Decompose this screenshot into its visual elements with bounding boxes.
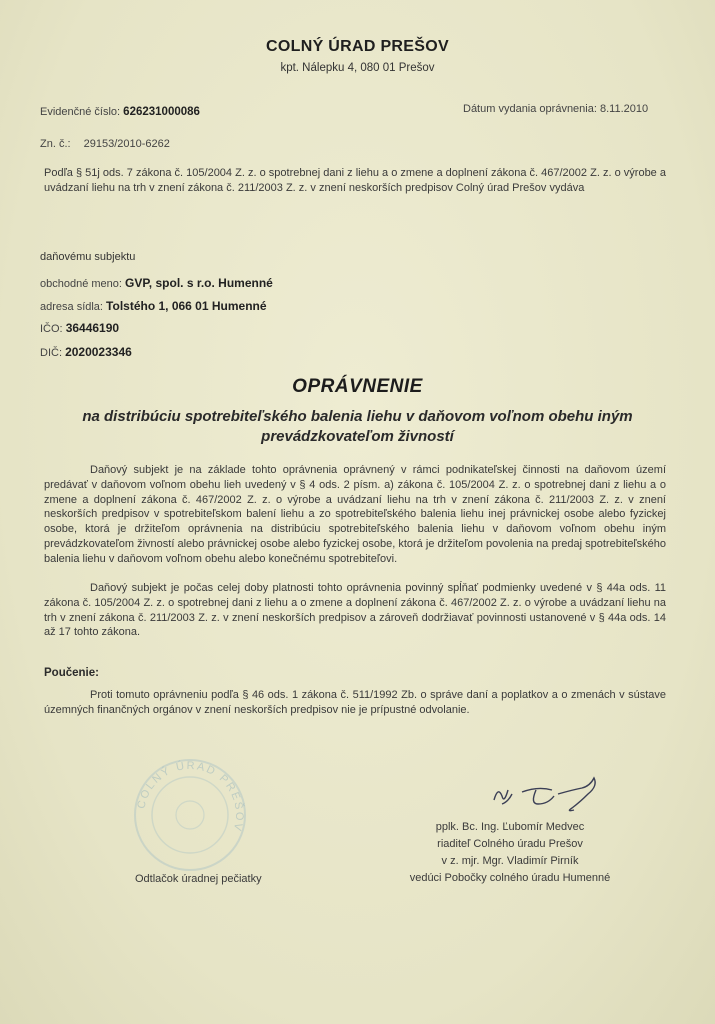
subject-heading: daňovému subjektu — [40, 251, 136, 263]
intro-paragraph: Podľa § 51j ods. 7 zákona č. 105/2004 Z. z. o spotrebnej dani z liehu a o zmene a doplnení zákona č. 467/2002 Z. z. o výrobe a uvádzaní liehu na trh v znení zákona č. 211/2003 Z. z. v znení neskorších predpisov Colný úrad Prešov vydáva — [44, 167, 666, 194]
notice-paragraph: Proti tomuto oprávneniu podľa § 46 ods. 1 zákona č. 511/1992 Zb. o správe daní a poplatkov a o zmenách v sústave územných finančných orgánov v znení neskorších predpisov nie je prípustné odvolanie. — [44, 689, 666, 716]
subject-ico — [40, 321, 119, 335]
issue-date-label: Dátum vydania oprávnenia: — [463, 103, 597, 115]
document-title: OPRÁVNENIE — [292, 376, 423, 397]
subject-dic-value: 2020023346 — [65, 345, 132, 359]
evidence-number — [40, 106, 200, 118]
handwritten-signature — [488, 770, 618, 820]
evidence-label: Evidenčné číslo: — [40, 106, 121, 118]
evidence-value: 626231000086 — [123, 106, 200, 118]
file-number-value: 29153/2010-6262 — [83, 138, 170, 150]
subject-address-value: Tolstého 1, 066 01 Humenné — [106, 299, 267, 313]
body-paragraph-2: Daňový subjekt je počas celej doby platnosti tohto oprávnenia povinný spĺňať podmienky uvedené v § 44a ods. 11 zákona č. 105/2004 Z. z. o spotrebnej dani z liehu a o zmene a doplnení zákona č. 467/2002 Z. z. o výrobe a uvádzaní liehu na trh v znení zákona č. 211/2003 Z. z. v znení neskorších predpisov a zároveň dodržiavať povinnosti ustanovené v § 44a ods. 14 až 17 tohto zákona. — [44, 582, 666, 639]
subject-ico-label: IČO: — [40, 323, 63, 335]
subject-name — [40, 276, 273, 290]
document-subtitle-line2: prevádzkovateľom živností — [261, 428, 454, 445]
deputy-role: vedúci Pobočky colného úradu Humenné — [409, 872, 611, 884]
subject-name-value: GVP, spol. s r.o. Humenné — [125, 276, 273, 290]
subject-address-label: adresa sídla: — [40, 301, 103, 313]
notice-heading: Poučenie: — [44, 667, 99, 679]
stamp-label: Odtlačok úradnej pečiatky — [135, 873, 262, 885]
issue-date-value: 8.11.2010 — [599, 103, 649, 115]
body-paragraph-1: Daňový subjekt je na základe tohto oprávnenia oprávnený v rámci podnikateľskej činnosti na daňovom území predávať v daňovom voľnom obehu lieh uvedený v § 4 ods. 2 písm. a) zákona č. 105/2004 Z. z. o spotrebnej dani z liehu a o zmene a doplnení zákona č. 467/2002 Z. z. o výrobe a uvádzaní liehu na trh v znení zákona č. 211/2003 Z. z. v znení neskorších predpisov v spotrebiteľskom balení liehu a zo spotrebiteľského balenia liehu inej právnickej osobe alebo fyzickej osobe, ktorá je držiteľom oprávnenia na distribúciu spotrebiteľského balenia liehu v daňovom voľnom obehu iným prevádzkovateľom živností alebo právnickej osobe alebo fyzickej osobe, ktorá je držiteľom povolenia na predaj spotrebiteľského balenia liehu v daňovom voľnom obehu alebo konečnému spotrebiteľovi. — [44, 464, 666, 565]
subject-address — [40, 299, 267, 313]
stamp-seal-icon — [120, 755, 260, 875]
subject-dic-label: DIČ: — [40, 347, 62, 359]
document-subtitle-line1: na distribúciu spotrebiteľského balenia liehu v daňovom voľnom obehu iným — [82, 408, 633, 425]
official-stamp — [120, 755, 260, 875]
office-address: kpt. Nálepku 4, 080 01 Prešov — [280, 62, 435, 74]
office-title: COLNÝ ÚRAD PREŠOV — [266, 38, 449, 55]
svg-text:COLNÝ ÚRAD PREŠOV: COLNÝ ÚRAD PREŠOV — [135, 759, 246, 834]
file-number-label: Zn. č.: — [40, 138, 71, 150]
subject-name-label: obchodné meno: — [40, 278, 122, 290]
file-number — [40, 138, 170, 150]
issue-date — [463, 103, 648, 115]
subject-dic — [40, 345, 132, 359]
deputy-name: v z. mjr. Mgr. Vladimír Pirník — [441, 855, 579, 867]
signer-name: pplk. Bc. Ing. Ľubomír Medvec — [435, 821, 585, 833]
signer-role: riaditeľ Colného úradu Prešov — [437, 838, 583, 850]
subject-ico-value: 36446190 — [65, 321, 120, 335]
